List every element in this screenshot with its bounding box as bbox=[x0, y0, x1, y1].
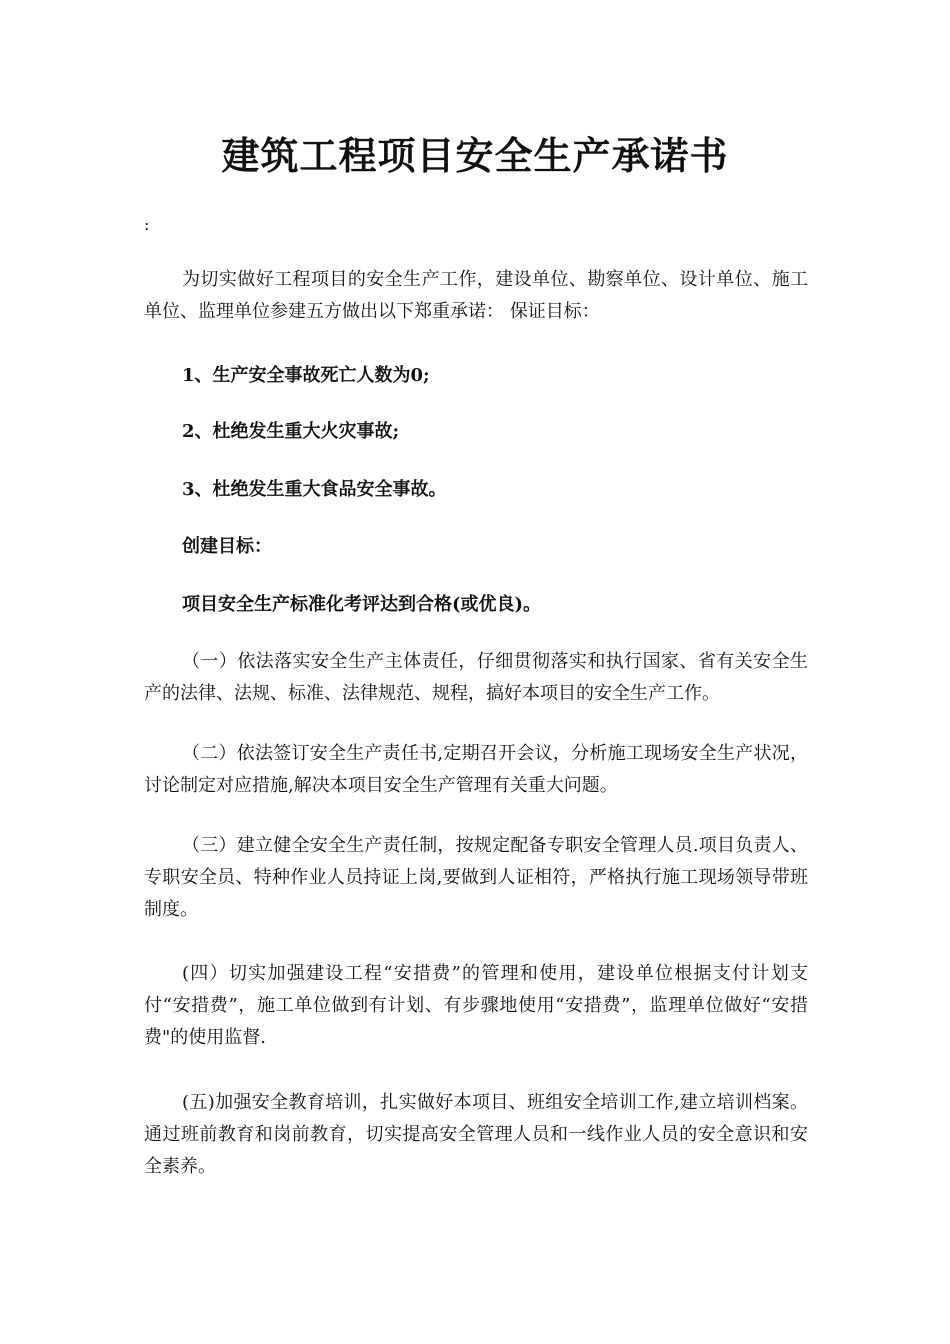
section-2: （二）依法签订安全生产责任书,定期召开会议，分析施工现场安全生产状况，讨论制定对应措施,解决本项目安全生产管理有关重大问题。 bbox=[144, 743, 808, 796]
goal-item-2: 2、杜绝发生重大火灾事故; bbox=[182, 421, 400, 442]
section-4: (四）切实加强建设工程“安措费”的管理和使用，建设单位根据支付计划支付“安措费”，施工单位做到有计划、有步骤地使用“安措费”，监理单位做好“安措费"的使用监督. bbox=[144, 963, 808, 1048]
goal-item-3: 3、杜绝发生重大食品安全事故。 bbox=[182, 479, 447, 500]
create-goal-label: 创建目标： bbox=[182, 536, 272, 557]
section-3: （三）建立健全安全生产责任制，按规定配备专职安全管理人员.项目负责人、专职安全员、特种作业人员持证上岗,要做到人证相符，严格执行施工现场领导带班制度。 bbox=[144, 835, 808, 920]
intro-paragraph: 为切实做好工程项目的安全生产工作，建设单位、勘察单位、设计单位、施工单位、监理单位参建五方做出以下郑重承诺： 保证目标： bbox=[144, 269, 808, 322]
goal-item-1: 1、生产安全事故死亡人数为0; bbox=[182, 365, 430, 386]
section-5: (五)加强安全教育培训，扎实做好本项目、班组安全培训工作,建立培训档案。通过班前教育和岗前教育，切实提高安全管理人员和一线作业人员的安全意识和安全素养。 bbox=[144, 1092, 808, 1177]
section-1: （一）依法落实安全生产主体责任，仔细贯彻落实和执行国家、省有关安全生产的法律、法规、标准、法律规范、规程，搞好本项目的安全生产工作。 bbox=[144, 651, 808, 704]
create-goal-text: 项目安全生产标准化考评达到合格(或优良)。 bbox=[182, 594, 542, 615]
document-title: 建筑工程项目安全生产承诺书 bbox=[221, 133, 729, 178]
addressee-line: : bbox=[144, 215, 150, 234]
